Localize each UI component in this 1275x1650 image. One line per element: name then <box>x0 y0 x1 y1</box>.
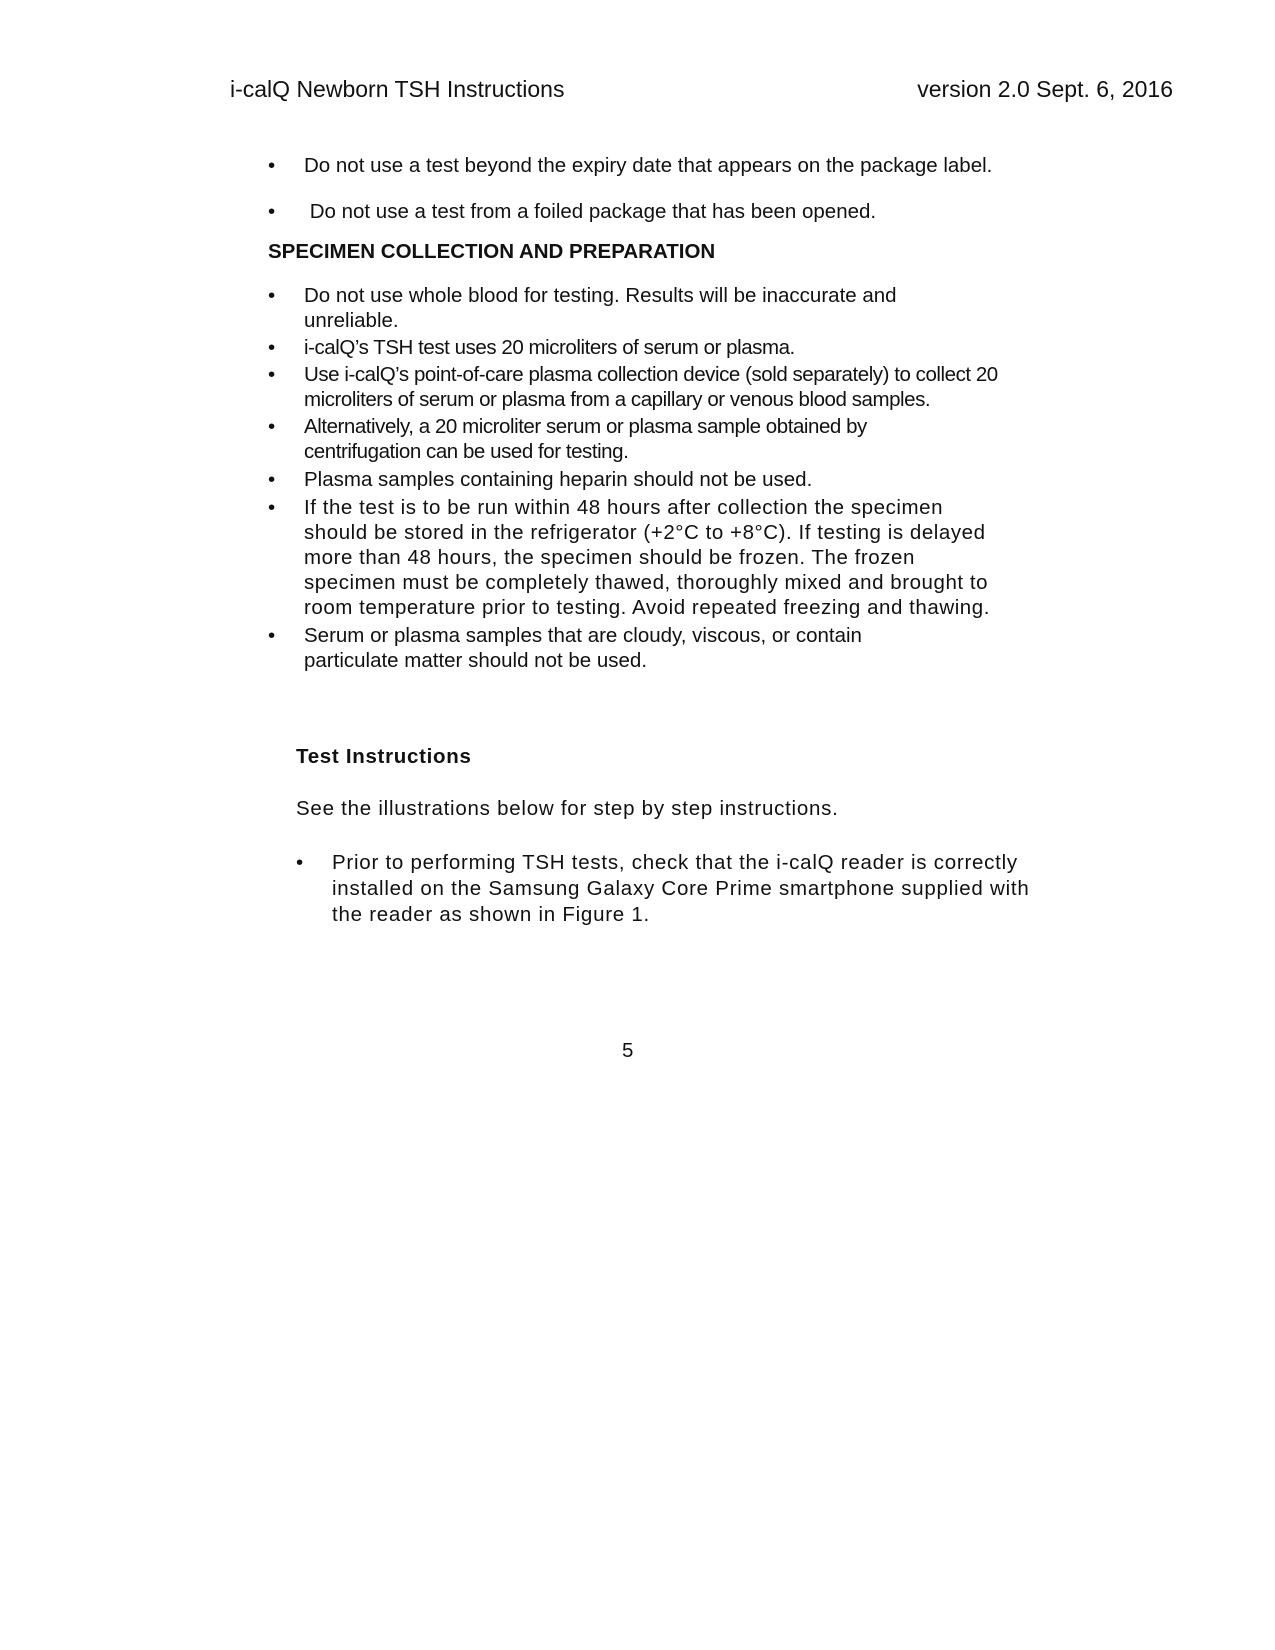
list-item <box>268 153 1058 178</box>
test-instructions-heading: Test Instructions <box>296 745 472 768</box>
list-item-text: Alternatively, a 20 microliter serum or plasma sample obtained by centrifugation can be used for testing. <box>304 415 867 463</box>
list-item-text: Plasma samples containing heparin should not be used. <box>304 468 813 491</box>
bullet-icon: • <box>268 468 276 491</box>
list-item-text: Do not use a test beyond the expiry date that appears on the package label. <box>304 154 993 177</box>
list-item <box>268 199 1058 224</box>
list-item <box>268 467 1038 492</box>
header-title: i-calQ Newborn TSH Instructions <box>230 76 565 102</box>
bullet-icon: • <box>268 154 276 177</box>
list-item-text: Do not use whole blood for testing. Results will be inaccurate and unreliable. <box>304 284 897 332</box>
page-number: 5 <box>622 1039 634 1062</box>
test-instructions-intro: See the illustrations below for step by step instructions. <box>296 797 839 820</box>
list-item <box>268 362 1038 412</box>
list-item <box>268 495 1004 620</box>
specimen-heading: SPECIMEN COLLECTION AND PREPARATION <box>268 240 716 263</box>
list-item-text: Do not use a test from a foiled package that has been opened. <box>304 200 877 223</box>
list-item <box>268 414 944 464</box>
specimen-list <box>268 283 1038 675</box>
list-item <box>268 335 1038 360</box>
list-item <box>296 850 1032 928</box>
list-item <box>268 283 944 333</box>
bullet-icon: • <box>268 496 276 519</box>
bullet-icon: • <box>268 415 275 438</box>
header-version: version 2.0 Sept. 6, 2016 <box>917 76 1173 102</box>
list-item-text: i-calQ’s TSH test uses 20 microliters of serum or plasma. <box>304 336 795 359</box>
precautions-list <box>268 153 1058 245</box>
list-item-text: Serum or plasma samples that are cloudy, viscous, or contain particulate matter should not be used. <box>304 624 862 672</box>
list-item <box>268 623 944 673</box>
bullet-icon: • <box>268 200 276 223</box>
bullet-icon: • <box>268 624 276 647</box>
bullet-icon: • <box>268 363 275 386</box>
list-item-text: If the test is to be run within 48 hours after collection the specimen should be stored in the refrigerator (+2°C to +8°C). If testing is delayed more than 48 hours, the specimen should be frozen. The frozen specimen must be completely thawed, thoroughly mixed and brought to room temperature prior to testing. Avoid repeated freezing and thawing. <box>304 496 990 619</box>
list-item-text: Use i-calQ’s point-of-care plasma collection device (sold separately) to collect 20 microliters of serum or plasma from a capillary or venous blood samples. <box>304 363 998 411</box>
list-item-text: Prior to performing TSH tests, check that the i-calQ reader is correctly installed on the Samsung Galaxy Core Prime smartphone supplied with the reader as shown in Figure 1. <box>332 851 1030 926</box>
bullet-icon: • <box>268 336 275 359</box>
bullet-icon: • <box>296 851 304 874</box>
test-instructions-list <box>296 850 1036 928</box>
bullet-icon: • <box>268 284 276 307</box>
